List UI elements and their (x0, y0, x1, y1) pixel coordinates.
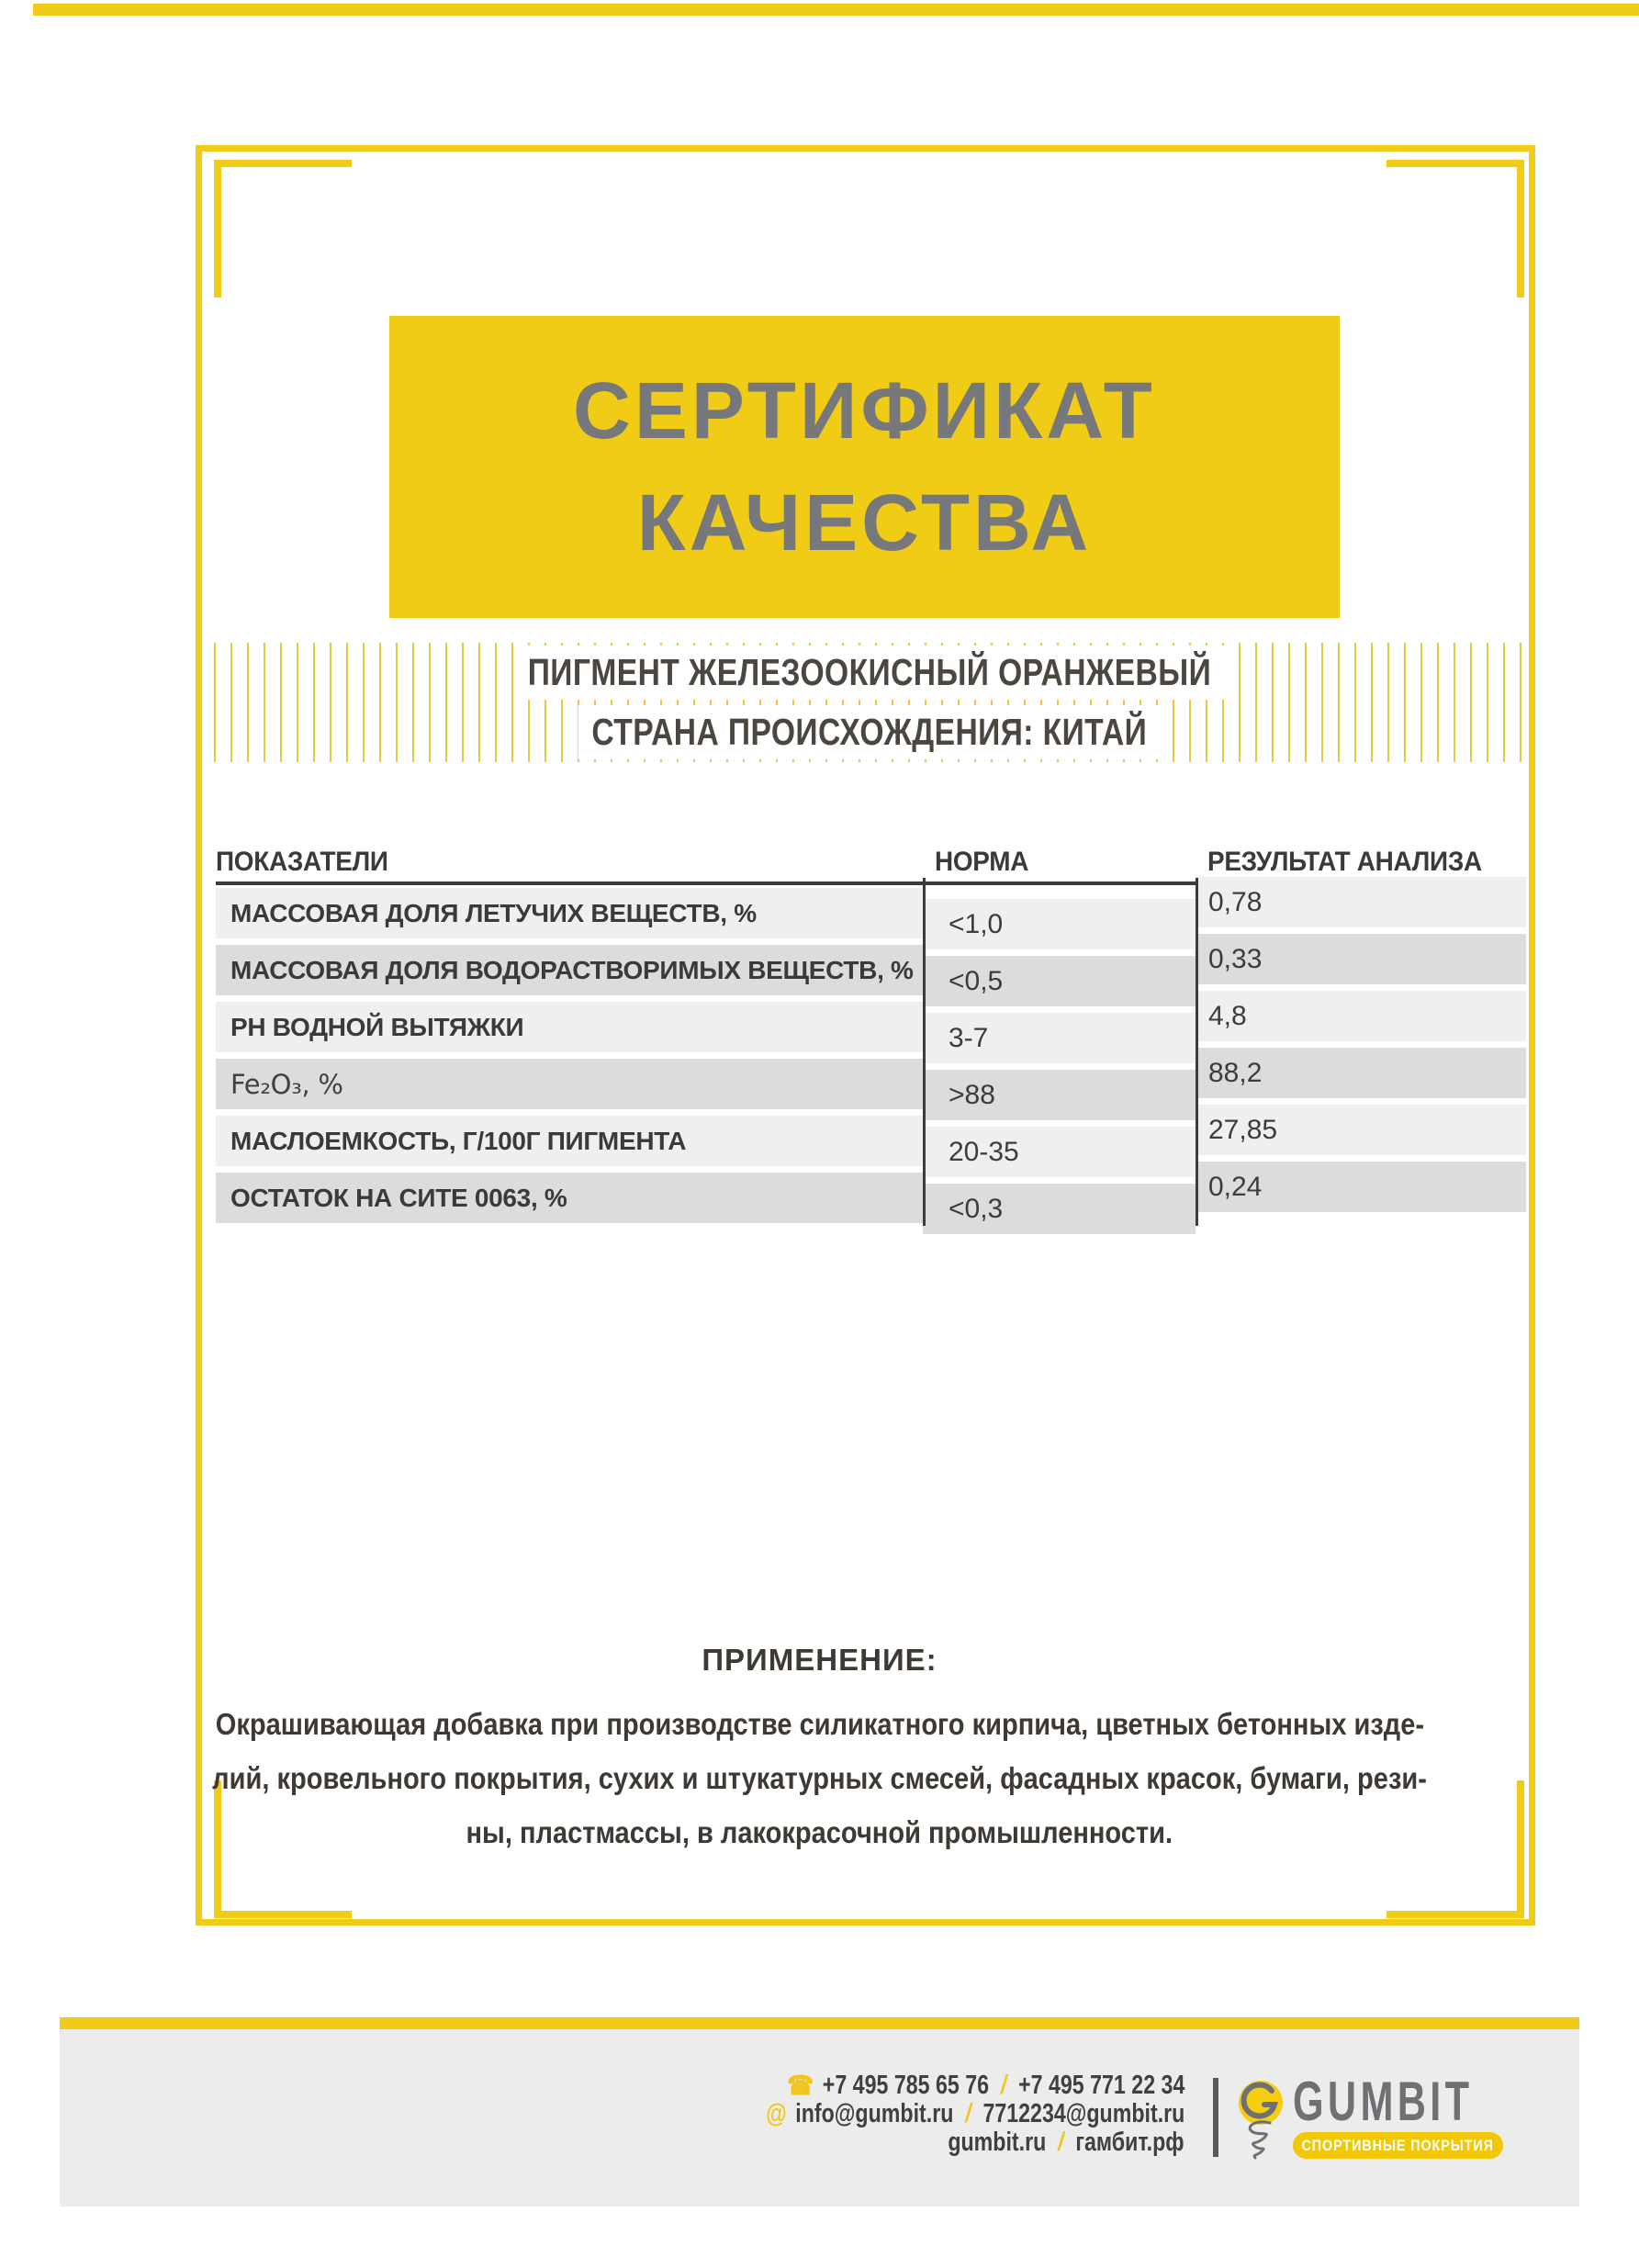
indicator-cell (216, 1116, 923, 1166)
result-cell (1196, 888, 1526, 938)
result-value: 88,2 (1208, 1057, 1263, 1088)
table-row (216, 1002, 1526, 1052)
website-2[interactable]: гамбит.рф (1075, 2128, 1184, 2157)
phones-line (787, 2072, 1184, 2100)
title-line-2: КАЧЕСТВА (636, 477, 1093, 567)
indicator-label: Fe₂O₃, % (230, 1068, 343, 1100)
corner-bracket-top-left (214, 160, 352, 298)
contact-block (661, 2072, 1184, 2157)
result-value: 0,78 (1208, 886, 1263, 917)
table-body (216, 888, 1526, 1223)
norm-cell (923, 1059, 1196, 1109)
indicator-label: РН ВОДНОЙ ВЫТЯЖКИ (230, 1012, 524, 1041)
norm-cell (923, 888, 1196, 938)
product-name: ПИГМЕНТ ЖЕЛЕЗООКИСНЫЙ ОРАНЖЕВЫЙ (514, 646, 1225, 700)
emails-line (766, 2100, 1184, 2128)
phone-number-1[interactable]: +7 495 785 65 76 (822, 2071, 989, 2100)
slash-separator: / (1058, 2128, 1064, 2157)
result-cell (1196, 1173, 1526, 1223)
norm-value: 3-7 (949, 1022, 989, 1053)
result-value: 27,85 (1208, 1114, 1278, 1145)
norm-value: >88 (949, 1079, 995, 1110)
phone-icon: ☎ (786, 2072, 814, 2101)
spiral-icon (1242, 2117, 1277, 2163)
indicator-cell (216, 1002, 923, 1052)
table-row (216, 1059, 1526, 1109)
column-separator-1 (923, 878, 926, 1226)
result-value: 4,8 (1208, 1000, 1247, 1031)
indicator-label: МАССОВАЯ ДОЛЯ ЛЕТУЧИХ ВЕЩЕСТВ, % (230, 898, 757, 927)
norm-value: <0,3 (949, 1193, 1004, 1224)
gumbit-logo-text: GUMBIT (1293, 2071, 1474, 2132)
footer-divider (1213, 2078, 1218, 2157)
norm-cell (923, 1002, 1196, 1052)
at-icon: @ (765, 2099, 787, 2128)
slash-separator: / (964, 2099, 971, 2128)
result-cell (1196, 1059, 1526, 1109)
quality-table (216, 843, 1526, 1229)
indicator-cell (216, 1059, 923, 1109)
result-cell (1196, 945, 1526, 995)
result-cell (1196, 1116, 1526, 1166)
indicator-label: ОСТАТОК НА СИТЕ 0063, % (230, 1183, 567, 1212)
slash-separator: / (1000, 2071, 1006, 2100)
column-separator-2 (1196, 878, 1198, 1226)
application-line: Окрашивающая добавка при производстве силикатного кирпича, цветных бетонных изде- (215, 1707, 1424, 1741)
norm-value: <0,5 (949, 965, 1004, 996)
websites-line (949, 2128, 1184, 2157)
title-line-1: СЕРТИФИКАТ (573, 365, 1156, 455)
product-subtitle-band (214, 643, 1524, 762)
footer-accent-bar (60, 2017, 1579, 2029)
header-norm: НОРМА (935, 847, 1029, 877)
website-1[interactable]: gumbit.ru (948, 2128, 1047, 2157)
table-row (216, 888, 1526, 938)
certificate-title-box (389, 316, 1340, 618)
norm-cell (923, 1116, 1196, 1166)
table-row (216, 945, 1526, 995)
tagline-pill (1293, 2132, 1503, 2159)
application-heading: ПРИМЕНЕНИЕ: (702, 1643, 937, 1677)
result-value: 0,33 (1208, 943, 1263, 974)
indicator-label: МАССОВАЯ ДОЛЯ ВОДОРАСТВОРИМЫХ ВЕЩЕСТВ, % (230, 955, 914, 984)
norm-value: <1,0 (949, 908, 1004, 939)
header-result: РЕЗУЛЬТАТ АНАЛИЗА (1207, 847, 1482, 877)
table-row (216, 1116, 1526, 1166)
indicator-cell (216, 945, 923, 995)
corner-bracket-top-right (1386, 160, 1524, 298)
table-header (216, 843, 1526, 878)
result-cell (1196, 1002, 1526, 1052)
indicator-cell (216, 1173, 923, 1223)
result-value: 0,24 (1208, 1171, 1263, 1202)
norm-cell (923, 945, 1196, 995)
application-paragraph (0, 1697, 1639, 1859)
phone-number-2[interactable]: +7 495 771 22 34 (1017, 2071, 1184, 2100)
top-accent-bar (33, 4, 1639, 16)
norm-value: 20-35 (949, 1136, 1019, 1167)
indicator-label: МАСЛОЕМКОСТЬ, Г/100Г ПИГМЕНТА (230, 1126, 687, 1155)
email-2[interactable]: 7712234@gumbit.ru (982, 2099, 1184, 2128)
tagline-text: СПОРТИВНЫЕ ПОКРЫТИЯ (1301, 2136, 1495, 2154)
country-of-origin: СТРАНА ПРОИСХОЖДЕНИЯ: КИТАЙ (578, 705, 1160, 759)
email-1[interactable]: info@gumbit.ru (794, 2099, 954, 2128)
application-line: лий, кровельного покрытия, сухих и штукатурных смесей, фасадных красок, бумаги, рези- (212, 1761, 1427, 1795)
application-line: ны, пластмассы, в лакокрасочной промышленности. (466, 1815, 1173, 1849)
table-row (216, 1173, 1526, 1223)
indicator-cell (216, 888, 923, 938)
norm-cell (923, 1173, 1196, 1223)
header-indicators: ПОКАЗАТЕЛИ (216, 847, 388, 877)
